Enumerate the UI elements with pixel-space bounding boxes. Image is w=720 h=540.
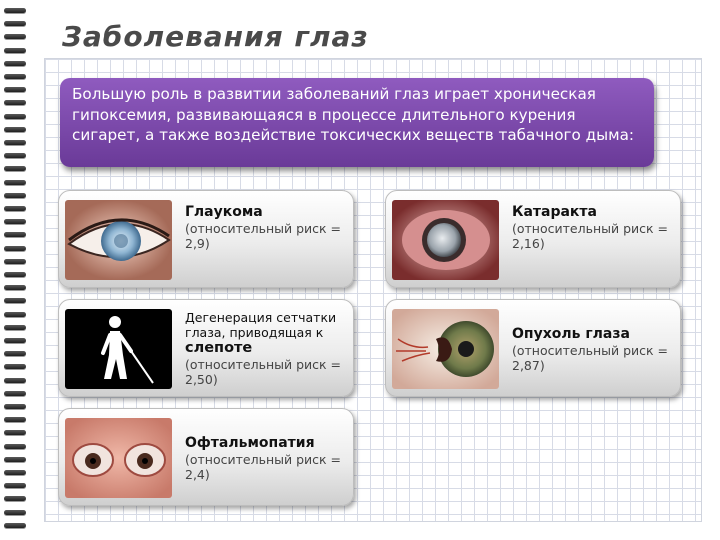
card-glaucoma [58, 190, 354, 288]
glaucoma-eye-image [65, 200, 172, 280]
tumor-name: Опухоль глаза [512, 326, 630, 342]
spiral-ring [4, 34, 26, 39]
spiral-ring [4, 364, 26, 369]
cataract-risk: (относительный риск = 2,16) [512, 221, 669, 251]
spiral-ring [4, 430, 26, 435]
eye-tumor-image [392, 309, 499, 389]
degeneration-name: слепоте [185, 340, 253, 356]
cataract-eye-image [392, 200, 499, 280]
spiral-ring [4, 219, 26, 224]
spiral-ring [4, 312, 26, 317]
spiral-ring [4, 523, 26, 528]
spiral-binding [0, 0, 34, 540]
spiral-ring [4, 114, 26, 119]
spiral-ring [4, 166, 26, 171]
spiral-ring [4, 404, 26, 409]
spiral-ring [4, 457, 26, 462]
card-eye-tumor [385, 299, 681, 397]
spiral-ring [4, 338, 26, 343]
spiral-ring [4, 8, 26, 13]
spiral-ring [4, 180, 26, 185]
spiral-ring [4, 298, 26, 303]
spiral-ring [4, 87, 26, 92]
spiral-ring [4, 510, 26, 515]
spiral-ring [4, 153, 26, 158]
spiral-ring [4, 325, 26, 330]
spiral-ring [4, 246, 26, 251]
tumor-risk: (относительный риск = 2,87) [512, 343, 669, 373]
spiral-ring [4, 391, 26, 396]
spiral-ring [4, 285, 26, 290]
slide-title: Заболевания глаз [62, 20, 369, 53]
spiral-ring [4, 470, 26, 475]
spiral-ring [4, 259, 26, 264]
spiral-ring [4, 74, 26, 79]
spiral-ring [4, 127, 26, 132]
spiral-ring [4, 444, 26, 449]
spiral-ring [4, 61, 26, 66]
spiral-ring [4, 140, 26, 145]
spiral-ring [4, 272, 26, 277]
ophthalmopathy-name: Офтальмопатия [185, 435, 315, 451]
card-ophthalmopathy [58, 408, 354, 506]
blind-person-icon [65, 309, 172, 389]
glaucoma-risk: (относительный риск = 2,9) [185, 221, 342, 251]
ophthalmopathy-eyes-image [65, 418, 172, 498]
glaucoma-name: Глаукома [185, 204, 263, 220]
spiral-ring [4, 21, 26, 26]
degeneration-description: Дегенерация сетчатки глаза, приводящая к [185, 310, 337, 340]
spiral-ring [4, 193, 26, 198]
spiral-ring [4, 48, 26, 53]
spiral-ring [4, 378, 26, 383]
card-cataract [385, 190, 681, 288]
spiral-ring [4, 496, 26, 501]
intro-box: Большую роль в развитии заболеваний глаз играет хроническая гипоксемия, развивающаяся в процессе длительного курения сигарет, а также воздействие токсических веществ табачного дыма: [60, 78, 654, 167]
cataract-name: Катаракта [512, 204, 597, 220]
spiral-ring [4, 232, 26, 237]
spiral-ring [4, 417, 26, 422]
spiral-ring [4, 351, 26, 356]
spiral-ring [4, 206, 26, 211]
degeneration-risk: (относительный риск = 2,50) [185, 357, 342, 387]
card-retinal-degeneration [58, 299, 354, 397]
spiral-ring [4, 100, 26, 105]
ophthalmopathy-risk: (относительный риск = 2,4) [185, 452, 342, 482]
spiral-ring [4, 483, 26, 488]
